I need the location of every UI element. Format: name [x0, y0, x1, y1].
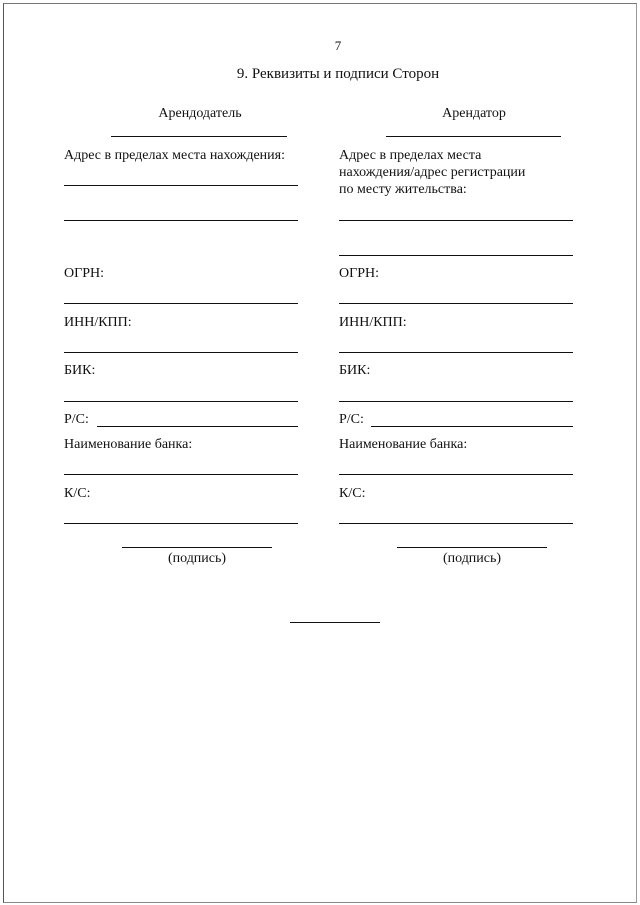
lessee-bank-label: Наименование банка:: [339, 437, 468, 452]
lessee-ks-line[interactable]: [339, 523, 573, 524]
lessor-signature-line[interactable]: [122, 547, 272, 548]
lessee-inn-kpp-label: ИНН/КПП:: [339, 315, 407, 330]
lessor-bank-line[interactable]: [64, 474, 298, 475]
lessee-rs-line[interactable]: [371, 426, 573, 427]
lessor-ks-line[interactable]: [64, 523, 298, 524]
lessor-bik-label: БИК:: [64, 363, 96, 378]
lessee-inn-kpp-line[interactable]: [339, 352, 573, 353]
lessee-heading: Арендатор: [442, 106, 506, 121]
lessor-name-line[interactable]: [111, 136, 287, 137]
lessor-ks-label: К/С:: [64, 486, 91, 501]
lessee-name-line[interactable]: [386, 136, 561, 137]
section-title: 9. Реквизиты и подписи Сторон: [236, 66, 440, 82]
lessor-address-line-1[interactable]: [64, 185, 298, 186]
lessor-ogrn-line[interactable]: [64, 303, 298, 304]
lessee-rs-label: Р/С:: [339, 412, 364, 427]
lessee-address-line-1[interactable]: [339, 220, 573, 221]
lessee-address-line-2[interactable]: [339, 255, 573, 256]
page-number: 7: [334, 38, 342, 53]
end-of-document-divider: [290, 622, 380, 623]
lessor-rs-label: Р/С:: [64, 412, 89, 427]
lessor-address-label: Адрес в пределах места нахождения:: [64, 148, 285, 163]
lessee-bik-label: БИК:: [339, 363, 371, 378]
lessee-address-label-line-3: по месту жительства:: [339, 182, 467, 197]
lessor-address-line-2[interactable]: [64, 220, 298, 221]
lessee-ogrn-line[interactable]: [339, 303, 573, 304]
lessor-bank-label: Наименование банка:: [64, 437, 193, 452]
lessee-ks-label: К/С:: [339, 486, 366, 501]
page-border: [3, 3, 637, 903]
lessor-bik-line[interactable]: [64, 401, 298, 402]
lessee-signature-caption: (подпись): [442, 551, 502, 566]
lessor-signature-caption: (подпись): [167, 551, 227, 566]
lessor-heading: Арендодатель: [158, 106, 242, 121]
lessee-ogrn-label: ОГРН:: [339, 266, 379, 281]
lessor-rs-line[interactable]: [97, 426, 298, 427]
lessee-bank-line[interactable]: [339, 474, 573, 475]
lessor-ogrn-label: ОГРН:: [64, 266, 104, 281]
lessor-inn-kpp-label: ИНН/КПП:: [64, 315, 132, 330]
lessee-signature-line[interactable]: [397, 547, 547, 548]
lessee-bik-line[interactable]: [339, 401, 573, 402]
lessor-inn-kpp-line[interactable]: [64, 352, 298, 353]
lessee-address-label-line-2: нахождения/адрес регистрации: [339, 165, 526, 180]
lessee-address-label-line-1: Адрес в пределах места: [339, 148, 482, 163]
